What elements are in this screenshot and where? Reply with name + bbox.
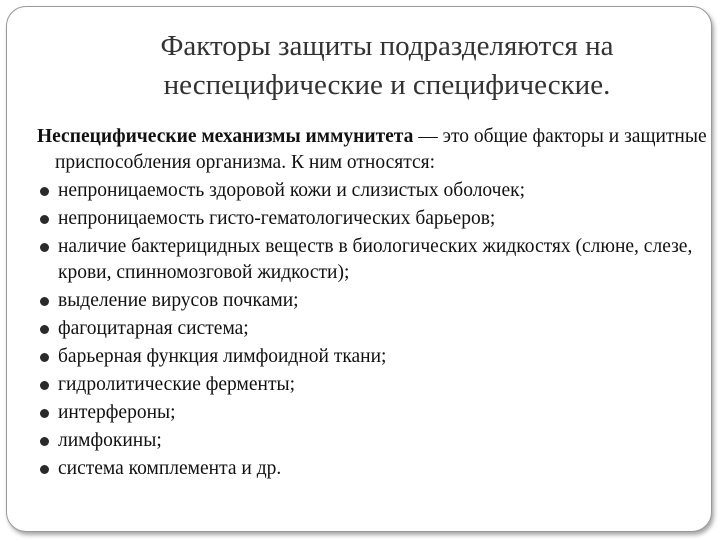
intro-paragraph [37,124,707,176]
title-line-2: неспецифические и специфические. [163,69,611,101]
bullet-icon [40,437,49,446]
bullet-icon [40,465,49,474]
list-item-text: лимфокины; [58,430,162,451]
list-item-text: непроницаемость гисто-гематологических барьеров; [58,208,496,229]
bullet-icon [40,325,49,334]
list-item-text: фагоцитарная система; [58,318,249,339]
bullet-icon [40,187,49,196]
list-item-text: наличие бактерицидных веществ в биологических жидкостях (слюне, слезе, крови, спинномозговой жидкости); [58,236,693,283]
list-item [37,206,707,232]
list-item [37,234,707,286]
list-item [37,456,707,482]
list-item-text: выделение вирусов почками; [58,290,299,311]
list-item [37,288,707,314]
title-line-1: Факторы защиты подразделяются на [160,30,614,62]
bullet-icon [40,353,49,362]
list-item [37,344,707,370]
intro-definition: — это общие факторы и защитные приспособления организма. К ним относятся: [55,126,707,173]
list-item-text: система комплемента и др. [58,458,282,479]
list-item [37,178,707,204]
slide-title [67,27,707,105]
bullet-icon [40,215,49,224]
slide-frame [6,6,712,532]
list-item-text: барьерная функция лимфоидной ткани; [58,346,387,367]
list-item-text: непроницаемость здоровой кожи и слизистых оболочек; [58,180,526,201]
bullet-icon [40,381,49,390]
bullet-icon [40,243,49,252]
list-item [37,400,707,426]
bullet-icon [40,297,49,306]
bullet-icon [40,409,49,418]
list-item [37,372,707,398]
intro-term: Неспецифические механизмы иммунитета [37,126,414,147]
list-item [37,316,707,342]
factor-list [37,178,707,482]
list-item-text: гидролитические ферменты; [58,374,295,395]
slide-body [37,124,707,482]
list-item-text: интерфероны; [58,402,176,423]
list-item [37,428,707,454]
